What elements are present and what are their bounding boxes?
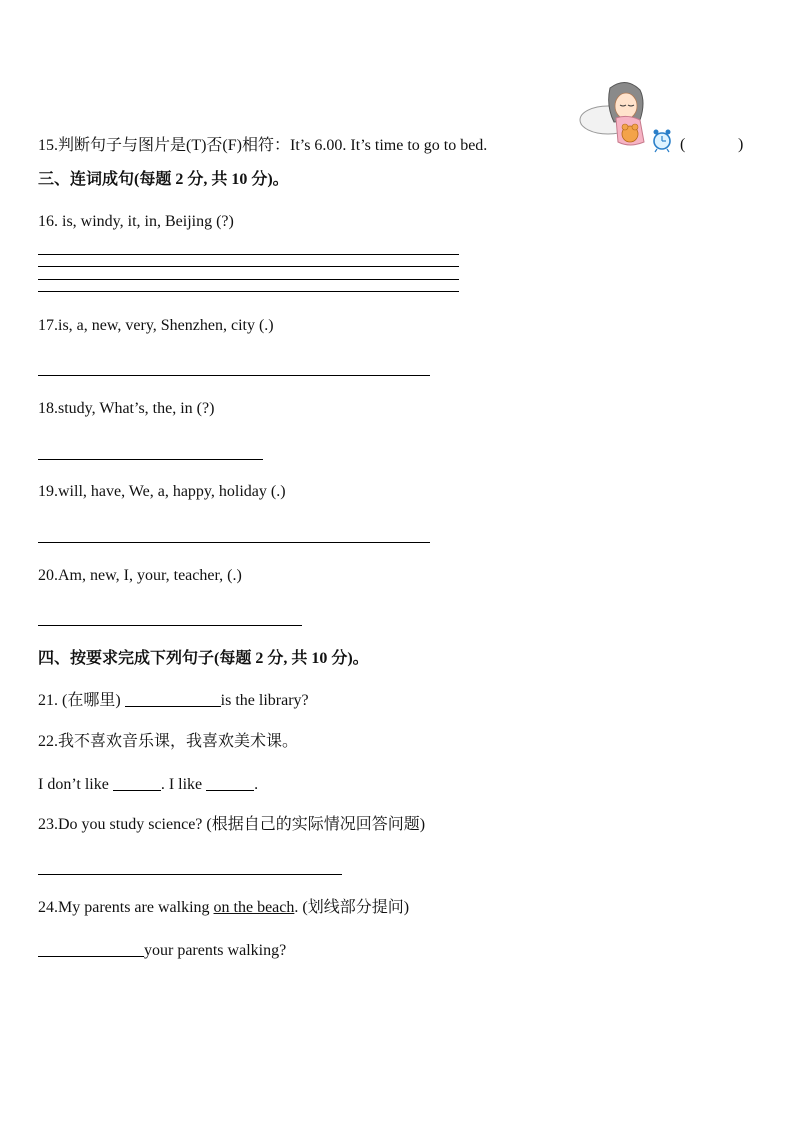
section-4-title: 四、按要求完成下列句子(每题 2 分, 共 10 分)。 <box>38 650 369 667</box>
question-15-number: 15. <box>38 137 58 154</box>
question-21-suffix: is the library? <box>220 692 309 709</box>
answer-blank[interactable] <box>206 774 254 791</box>
question-24-underlined-phrase: on the beach <box>213 899 295 916</box>
question-15-answer-open: ( <box>680 136 686 153</box>
answer-blank[interactable] <box>113 774 161 791</box>
question-15-answer-close: ) <box>738 136 744 153</box>
question-21 <box>38 690 309 711</box>
answer-blank[interactable] <box>38 940 144 957</box>
question-19: 19.will, have, We, a, happy, holiday (.) <box>38 483 286 500</box>
answer-line[interactable] <box>38 291 459 292</box>
answer-line[interactable] <box>38 266 459 267</box>
answer-line[interactable] <box>38 375 430 376</box>
question-24-answer <box>38 940 286 961</box>
question-23: 23.Do you study science? (根据自己的实际情况回答问题) <box>38 816 426 833</box>
sleeping-girl-with-alarm-clock-icon <box>578 78 688 154</box>
section-3-title: 三、连词成句(每题 2 分, 共 10 分)。 <box>38 171 289 188</box>
answer-line[interactable] <box>38 625 302 626</box>
answer-line[interactable] <box>38 279 459 280</box>
question-22-answer <box>38 774 258 795</box>
question-20: 20.Am, new, I, your, teacher, (.) <box>38 567 242 584</box>
answer-line[interactable] <box>38 874 342 875</box>
question-24 <box>38 898 409 918</box>
answer-line[interactable] <box>38 542 430 543</box>
question-22-part1: I don’t like <box>38 776 113 793</box>
answer-line[interactable] <box>38 459 263 460</box>
question-18: 18.study, What’s, the, in (?) <box>38 400 215 417</box>
question-21-prefix: 21. (在哪里) <box>38 692 125 709</box>
question-16: 16. is, windy, it, in, Beijing (?) <box>38 213 234 230</box>
answer-line[interactable] <box>38 254 459 255</box>
question-22-prompt: 22.我不喜欢音乐课，我喜欢美术课。 <box>38 733 299 750</box>
question-15-text: 判断句子与图片是(T)否(F)相符：It’s 6.00. It’s time to go to bed. <box>58 137 488 154</box>
question-24-answer-suffix: your parents walking? <box>144 942 287 959</box>
answer-blank[interactable] <box>125 690 221 707</box>
question-22-part2: . I like <box>160 776 207 793</box>
question-15 <box>38 136 487 156</box>
question-22-part3: . <box>254 776 259 793</box>
question-24-suffix: . (划线部分提问) <box>294 899 410 916</box>
question-24-prefix: 24.My parents are walking <box>38 899 214 916</box>
question-17: 17.is, a, new, very, Shenzhen, city (.) <box>38 317 274 334</box>
